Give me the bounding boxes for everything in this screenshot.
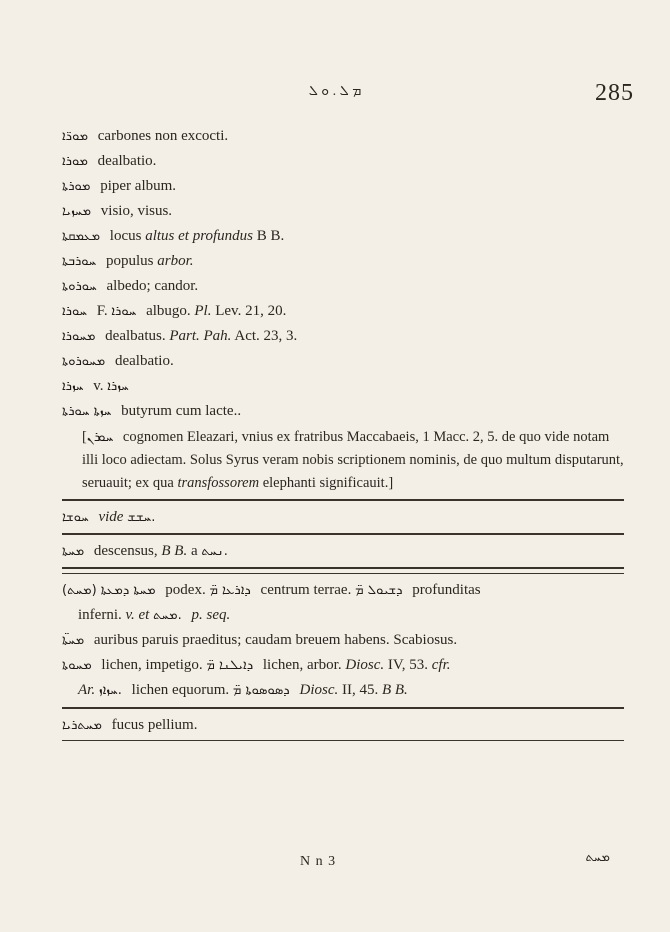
gloss-text: p. seq.	[191, 607, 231, 623]
gloss-text: populus	[106, 253, 154, 269]
page-number: 285	[595, 80, 634, 106]
entry-row	[62, 349, 624, 374]
divider	[62, 499, 624, 501]
gloss-text: carbones non excocti.	[97, 128, 229, 144]
bracket-note: [ܚܘܪܢ cognomen Eleazari, vnius ex fratribus Maccabaeis, 1 Macc. 2, 5. de quo vide notam illi loco adiectam. Solus Syrus veram nobis scriptionem nominis, de quo multum disputarunt, seruauit; ex qua transfossorem elephanti significauit.]	[62, 426, 624, 495]
entry-row	[62, 249, 624, 274]
gloss-text: centrum terrae.	[260, 582, 352, 598]
entry-last: ܡܚܬܪܝܐ fucus pellium.	[62, 717, 198, 733]
syriac-headword: ܡܚܬ̈ܐ	[62, 633, 85, 648]
page-footer	[0, 850, 670, 880]
gloss-text: arbor.	[157, 253, 194, 269]
syriac-headword: ܕܐܝܠܢܐ ܡ̈	[206, 658, 254, 673]
gloss-text: podex.	[165, 582, 206, 598]
note-text-italic: transfossorem	[177, 475, 260, 491]
entry-row	[62, 628, 624, 653]
gloss-text: Diosc.	[299, 682, 339, 698]
entry-row	[62, 299, 624, 324]
gloss-text: Pl.	[194, 303, 212, 319]
running-head: ܡ ܠ . ܘ ܠ	[308, 84, 362, 99]
gloss-text: Part. Pah.	[169, 328, 232, 344]
gloss-text: B B.	[381, 682, 408, 698]
syriac-headword: ܚܙܬܐ ܚܘܪܬܐ	[62, 404, 112, 419]
gloss-text: profunditas	[412, 582, 481, 598]
syriac-headword: ܕܐܪܥܐ ܡ̈	[209, 583, 251, 598]
syriac-headword: ܡܘܪ̈ܐ	[62, 129, 89, 144]
note-text-end: elephanti significauit.]	[262, 475, 394, 491]
gloss-text: lichen, impetigo.	[101, 657, 203, 673]
note-syriac: ܚܘܪܢ	[86, 430, 114, 445]
note-text: cognomen Eleazari, vnius ex fratribus Maccabaeis, 1 Macc. 2, 5. de quo vide notam illi loco adiectam. Solus Syrus veram nobis scriptionem nominis, de quo multum disputarunt, seruauit; ex qua	[82, 429, 624, 491]
signature-mark: N n 3	[300, 854, 337, 869]
syriac-headword: ܚܙܪܐ	[62, 379, 84, 394]
syriac-headword: ܚܘܪܘܬܐ	[62, 279, 97, 294]
dictionary-entries	[62, 124, 624, 745]
gloss-text: lichen, arbor.	[262, 657, 342, 673]
syriac-headword: ܚܘܪܒܬܐ	[62, 254, 97, 269]
gloss-text: Act. 23, 3.	[234, 328, 298, 344]
gloss-text: dealbatus.	[105, 328, 166, 344]
entry-vide: ܚܘܫܐ vide ܚܫܫ.	[62, 509, 156, 525]
syriac-headword: ܡܥܡܩܬܐ	[62, 229, 101, 244]
syriac-headword: (ܡܚܬ) ܡܚܬܐ ܕܡܥܬܐ	[62, 583, 156, 598]
gloss-text: Ar.	[78, 682, 96, 698]
entry-row	[62, 199, 624, 224]
syriac-headword: ܚܘܪܐ	[62, 304, 87, 319]
gloss-text: piper album.	[100, 178, 177, 194]
entry-row	[62, 174, 624, 199]
gloss-text: albugo.	[146, 303, 191, 319]
syriac-headword: ܚܙܪܐ	[107, 379, 129, 394]
entry-row	[62, 224, 624, 249]
syriac-headword: ܡܚܬ.	[153, 608, 182, 623]
gloss-text: lichen equorum.	[131, 682, 230, 698]
syriac-headword: ܡܚܙܝܐ	[62, 204, 92, 219]
syriac-headword: ܕܣܘܣܘܬܐ ܡ̈	[232, 683, 290, 698]
gloss-text: IV, 53.	[387, 657, 429, 673]
gloss-text: dealbatio.	[114, 353, 174, 369]
gloss-text: Lev. 21, 20.	[215, 303, 287, 319]
entry-row	[62, 678, 624, 703]
entry-group-1	[62, 124, 624, 424]
gloss-text: visio, visus.	[100, 203, 173, 219]
divider-thin	[62, 573, 624, 574]
syriac-headword: ܡܚܘܬܐ	[62, 658, 92, 673]
divider	[62, 533, 624, 535]
gloss-text: dealbatio.	[97, 153, 157, 169]
entry-row	[62, 149, 624, 174]
gloss-text: B B.	[256, 228, 285, 244]
entry-row	[62, 374, 624, 399]
entry-row	[62, 603, 624, 628]
syriac-headword: ܡܘܪܐ	[62, 154, 88, 169]
gloss-text: altus et profundus	[145, 228, 253, 244]
gloss-text: cfr.	[431, 657, 451, 673]
syriac-headword: ܕܫܝܘܠ ܡ̈	[355, 583, 403, 598]
divider-thin	[62, 740, 624, 741]
gloss-text: v. et	[125, 607, 150, 623]
gloss-text: inferni.	[78, 607, 122, 623]
syriac-headword: ܡܘܪܬܐ	[62, 179, 91, 194]
gloss-text: II, 45.	[341, 682, 379, 698]
gloss-text: F.	[96, 303, 108, 319]
entry-group-2	[62, 578, 624, 703]
entry-row	[62, 274, 624, 299]
gloss-text: albedo; candor.	[106, 278, 199, 294]
catchword: ܡܚܬ	[585, 850, 610, 865]
gloss-text: butyrum cum lacte..	[121, 403, 242, 419]
gloss-text: auribus paruis praeditus; caudam breuem habens. Scabiosus.	[93, 632, 458, 648]
divider	[62, 567, 624, 569]
syriac-headword: ܡܚܘܪܘܬܐ	[62, 354, 106, 369]
syriac-headword: ܚܘܪܐ	[111, 304, 137, 319]
divider	[62, 707, 624, 709]
syriac-headword: ܚܙܐܙ.	[98, 683, 122, 698]
gloss-text: v.	[93, 378, 104, 394]
gloss-text: locus	[109, 228, 142, 244]
gloss-text: Diosc.	[345, 657, 385, 673]
entry-descensus: ܡܚܬܐ descensus, B B. a ܢܚܬ.	[62, 543, 228, 559]
entry-row	[62, 578, 624, 603]
entry-row	[62, 124, 624, 149]
syriac-headword: ܡܚܘܪܐ	[62, 329, 96, 344]
page-header	[0, 80, 670, 120]
entry-row	[62, 399, 624, 424]
entry-row	[62, 653, 624, 678]
entry-row	[62, 324, 624, 349]
